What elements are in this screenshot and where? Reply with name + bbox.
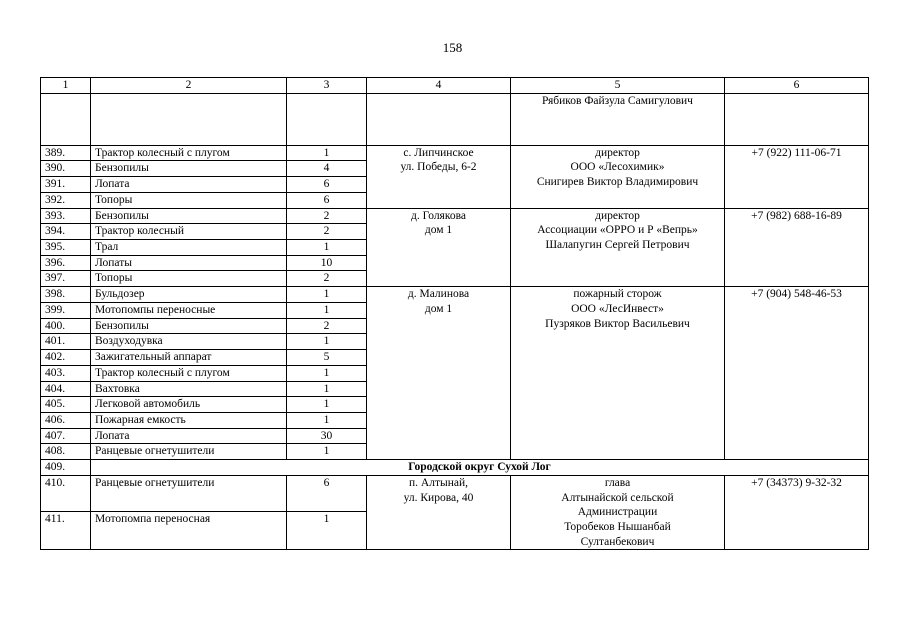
row-number: 391. — [41, 177, 91, 193]
contact-line: Администрации — [577, 506, 658, 519]
equipment-name: Трактор колесный с плугом — [91, 145, 287, 161]
equipment-name: Вахтовка — [91, 381, 287, 397]
equipment-quantity: 1 — [287, 365, 367, 381]
contact-line: Алтынайской сельской — [561, 491, 674, 504]
row-number: 396. — [41, 255, 91, 271]
equipment-name: Топоры — [91, 271, 287, 287]
equipment-name: Лопата — [91, 428, 287, 444]
header-cell: 6 — [725, 78, 869, 94]
address-line: дом 1 — [424, 302, 453, 315]
table-row — [41, 145, 869, 161]
header-cell: 4 — [367, 78, 511, 94]
contact — [511, 145, 725, 208]
empty-cell — [725, 93, 869, 145]
equipment-name: Зажигательный аппарат — [91, 350, 287, 366]
equipment-quantity: 10 — [287, 255, 367, 271]
table-row — [41, 475, 869, 511]
contact — [511, 287, 725, 460]
contact-line: Снигирев Виктор Владимирович — [536, 176, 699, 189]
address-line: д. Малинова — [407, 288, 470, 301]
equipment-name: Бензопилы — [91, 161, 287, 177]
equipment-quantity: 1 — [287, 397, 367, 413]
address — [367, 475, 511, 550]
empty-cell — [367, 93, 511, 145]
row-number: 392. — [41, 192, 91, 208]
empty-cell — [41, 93, 91, 145]
header-cell: 1 — [41, 78, 91, 94]
equipment-quantity: 1 — [287, 145, 367, 161]
contact-line: Шалапугин Сергей Петрович — [545, 239, 690, 252]
equipment-name: Трактор колесный — [91, 224, 287, 240]
address-line: с. Липчинское — [403, 146, 474, 159]
header-cell: 3 — [287, 78, 367, 94]
page-number: 158 — [442, 40, 463, 55]
row-number: 393. — [41, 208, 91, 224]
contact-line: глава — [604, 476, 631, 489]
equipment-quantity: 1 — [287, 412, 367, 428]
equipment-quantity: 1 — [287, 240, 367, 256]
equipment-name: Трактор колесный с плугом — [91, 365, 287, 381]
address-line: дом 1 — [424, 224, 453, 237]
row-number: 402. — [41, 350, 91, 366]
equipment-name: Топоры — [91, 192, 287, 208]
row-number: 401. — [41, 334, 91, 350]
phone-number: +7 (904) 548-46-53 — [725, 287, 869, 460]
empty-cell — [287, 93, 367, 145]
row-number: 411. — [41, 512, 91, 550]
header-cell: 5 — [511, 78, 725, 94]
equipment-quantity: 1 — [287, 512, 367, 550]
row-number: 409. — [41, 460, 91, 476]
address-line: ул. Кирова, 40 — [403, 491, 474, 504]
address-line: д. Голякова — [410, 209, 466, 222]
equipment-quantity: 6 — [287, 177, 367, 193]
contact-line: ООО «ЛесИнвест» — [571, 302, 664, 315]
table-row — [41, 287, 869, 303]
equipment-table — [40, 77, 869, 550]
equipment-quantity: 6 — [287, 192, 367, 208]
equipment-quantity: 2 — [287, 208, 367, 224]
phone-number: +7 (922) 111-06-71 — [725, 145, 869, 208]
equipment-quantity: 2 — [287, 271, 367, 287]
row-number: 406. — [41, 412, 91, 428]
equipment-quantity: 2 — [287, 318, 367, 334]
equipment-quantity: 1 — [287, 381, 367, 397]
contact-line: ООО «Лесохимик» — [570, 161, 665, 174]
row-number: 407. — [41, 428, 91, 444]
row-number: 399. — [41, 302, 91, 318]
continuation-row — [41, 93, 869, 145]
district-name: Городской округ Сухой Лог — [91, 460, 869, 476]
equipment-quantity: 1 — [287, 334, 367, 350]
address — [367, 208, 511, 287]
row-number: 410. — [41, 475, 91, 511]
equipment-name: Мотопомпы переносные — [91, 302, 287, 318]
contact-line: Ассоциации «ОРРО и Р «Вепрь» — [537, 224, 698, 237]
contact — [511, 208, 725, 287]
empty-cell — [91, 93, 287, 145]
address — [367, 145, 511, 208]
contact-person: Рябиков Файзула Самигулович — [511, 93, 725, 145]
row-number: 404. — [41, 381, 91, 397]
equipment-quantity: 4 — [287, 161, 367, 177]
contact-line: Пузряков Виктор Васильевич — [545, 317, 690, 330]
address — [367, 287, 511, 460]
contact-line: Султанбекович — [580, 535, 655, 548]
phone-number: +7 (982) 688-16-89 — [725, 208, 869, 287]
equipment-quantity: 30 — [287, 428, 367, 444]
row-number: 405. — [41, 397, 91, 413]
equipment-name: Ранцевые огнетушители — [91, 475, 287, 511]
equipment-quantity: 1 — [287, 287, 367, 303]
equipment-quantity: 2 — [287, 224, 367, 240]
equipment-name: Ранцевые огнетушители — [91, 444, 287, 460]
contact-line: директор — [595, 146, 640, 159]
header-cell: 2 — [91, 78, 287, 94]
equipment-name: Лопата — [91, 177, 287, 193]
row-number: 398. — [41, 287, 91, 303]
equipment-name: Легковой автомобиль — [91, 397, 287, 413]
phone-number: +7 (34373) 9-32-32 — [725, 475, 869, 550]
district-row — [41, 460, 869, 476]
equipment-name: Воздуходувка — [91, 334, 287, 350]
contact — [511, 475, 725, 550]
header-row — [41, 78, 869, 94]
equipment-name: Трал — [91, 240, 287, 256]
row-number: 389. — [41, 145, 91, 161]
table-row — [41, 208, 869, 224]
equipment-quantity: 5 — [287, 350, 367, 366]
equipment-quantity: 6 — [287, 475, 367, 511]
equipment-quantity: 1 — [287, 444, 367, 460]
row-number: 390. — [41, 161, 91, 177]
address-line: ул. Победы, 6-2 — [400, 161, 477, 174]
address-line: п. Алтынай, — [409, 476, 468, 489]
row-number: 395. — [41, 240, 91, 256]
equipment-name: Мотопомпа переносная — [91, 512, 287, 550]
contact-line: Торобеков Нышанбай — [564, 520, 671, 533]
row-number: 403. — [41, 365, 91, 381]
equipment-name: Пожарная емкость — [91, 412, 287, 428]
equipment-name: Бензопилы — [91, 208, 287, 224]
equipment-quantity: 1 — [287, 302, 367, 318]
equipment-name: Лопаты — [91, 255, 287, 271]
row-number: 400. — [41, 318, 91, 334]
contact-line: пожарный сторож — [573, 288, 662, 301]
equipment-name: Бульдозер — [91, 287, 287, 303]
row-number: 394. — [41, 224, 91, 240]
row-number: 408. — [41, 444, 91, 460]
contact-line: директор — [595, 209, 640, 222]
equipment-name: Бензопилы — [91, 318, 287, 334]
row-number: 397. — [41, 271, 91, 287]
